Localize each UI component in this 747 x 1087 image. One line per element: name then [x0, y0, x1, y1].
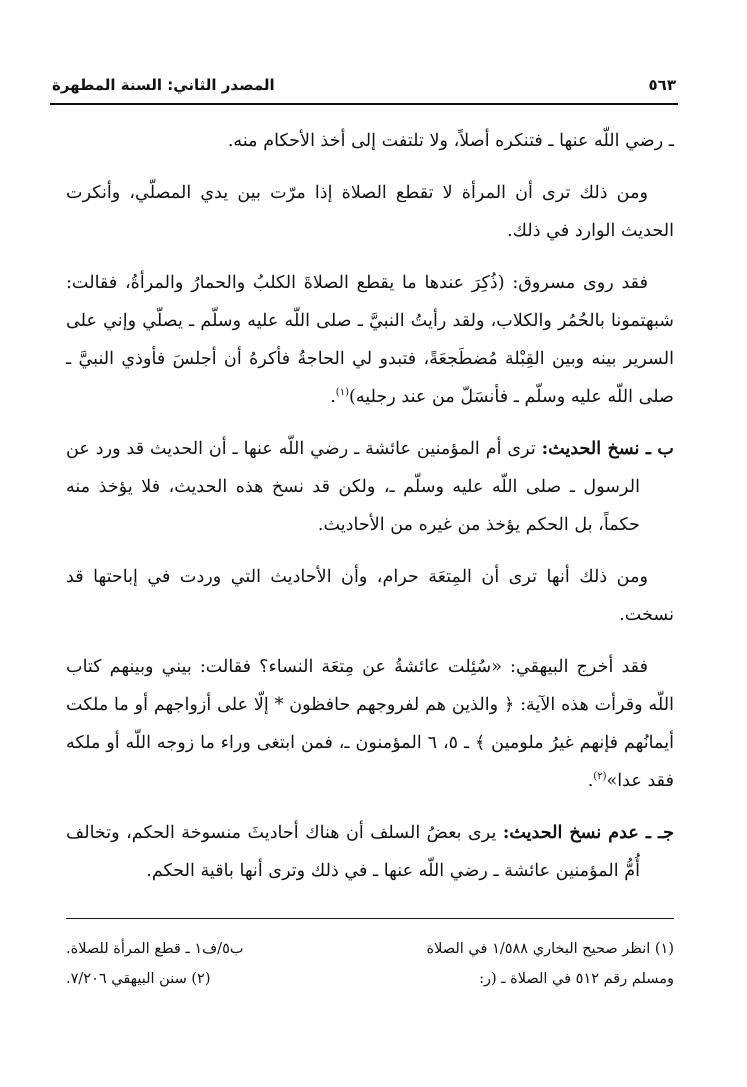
footnote-1-chapter: ب٥/ف١ ـ قطع المرأة للصلاة. [66, 941, 244, 957]
paragraph-2: ومن ذلك ترى أن المرأة لا تقطع الصلاة إذا مرّت بين يدي المصلّي، وأنكرت الحديث الوارد في ذلك. [66, 183, 674, 241]
section-b [66, 430, 674, 544]
paragraph-6-text: فقد أخرج البيهقي: «سُئِلت عائشةُ عن مِتعَة النساء؟ فقالت: بيني وبينهم كتاب اللّه وقرأت هذه الآية: ﴿ والذين هم لفروجهم حافظون * إلّا على أزواجهم أو ما ملكت أيمانُهم فإنهم غيرُ ملومين ﴾ ـ ٥، ٦ المؤمنون ـ، فمن ابتغى وراء ما زوجه اللّه أو ملكه فقد عدا» [66, 657, 674, 791]
main-text [66, 122, 674, 904]
footnote-row-2 [66, 964, 674, 994]
paragraph-5: ومن ذلك أنها ترى أن المِتعَة حرام، وأن الأحاديث التي وردت في إباحتها قد نسخت. [66, 567, 674, 625]
footnote-2: (٢) سنن البيهقي ٧/٢٠٦. [66, 971, 211, 987]
paragraph-6 [66, 648, 674, 800]
page-number: ٥٦٣ [648, 76, 676, 94]
footnote-ref-1: (١) [335, 387, 349, 399]
footnote-row-1 [66, 934, 674, 964]
period: . [330, 387, 336, 407]
footnote-1-muslim: ومسلم رقم ٥١٢ في الصلاة ـ (ر: [479, 971, 674, 987]
footnote-rule [66, 918, 674, 919]
section-b-text: ترى أم المؤمنين عائشة ـ رضي اللّه عنها ـ أن الحديث قد ورد عن الرسول ـ صلى اللّه عليه وسلّم ـ، ولكن قد نسخ هذه الحديث، فلا يؤخذ منه حكماً، بل الحكم يؤخذ من غيره من الأحاديث. [66, 439, 640, 535]
paragraph-3-text: فقد روى مسروق: (ذُكِرَ عندها ما يقطع الصلاةَ الكلبُ والحمارُ والمرأةُ، فقالت: شبهتمونا بالحُمُر والكلاب، ولقد رأيتُ النبيَّ ـ صلى اللّه عليه وسلّم ـ يصلّي وإني على السرير بينه وبين القِبْلة مُضطَجعَةً، فتبدو لي الحاجةُ فأكرهُ أن أجلسَ فأوذي النبيَّ ـ صلى اللّه عليه وسلّم ـ فأنسَلّ من عند رجليه) [66, 273, 674, 407]
period: . [587, 771, 594, 791]
section-j-text: يرى بعضُ السلف أن هناك أحاديثَ منسوخة الحكم، وتخالف أُمُّ المؤمنين عائشة ـ رضي اللّه عنها ـ في ذلك وترى أنها باقية الحكم. [66, 823, 640, 881]
page-header [50, 72, 678, 100]
paragraph-1: ـ رضي اللّه عنها ـ فتنكره أصلاً، ولا تلتفت إلى أخذ الأحكام منه. [227, 131, 674, 151]
footnotes [66, 934, 674, 994]
footnote-ref-2: (٢) [593, 771, 607, 783]
running-title: المصدر الثاني: السنة المطهرة [52, 76, 275, 94]
header-rule [50, 103, 678, 105]
section-j [66, 814, 674, 890]
section-b-heading: ب ـ نسخ الحديث: [541, 438, 674, 459]
footnote-1-source: (١) انظر صحيح البخاري ١/٥٨٨ في الصلاة [426, 941, 674, 957]
paragraph-3 [66, 264, 674, 416]
section-j-heading: جـ ـ عدم نسخ الحديث: [502, 822, 674, 843]
